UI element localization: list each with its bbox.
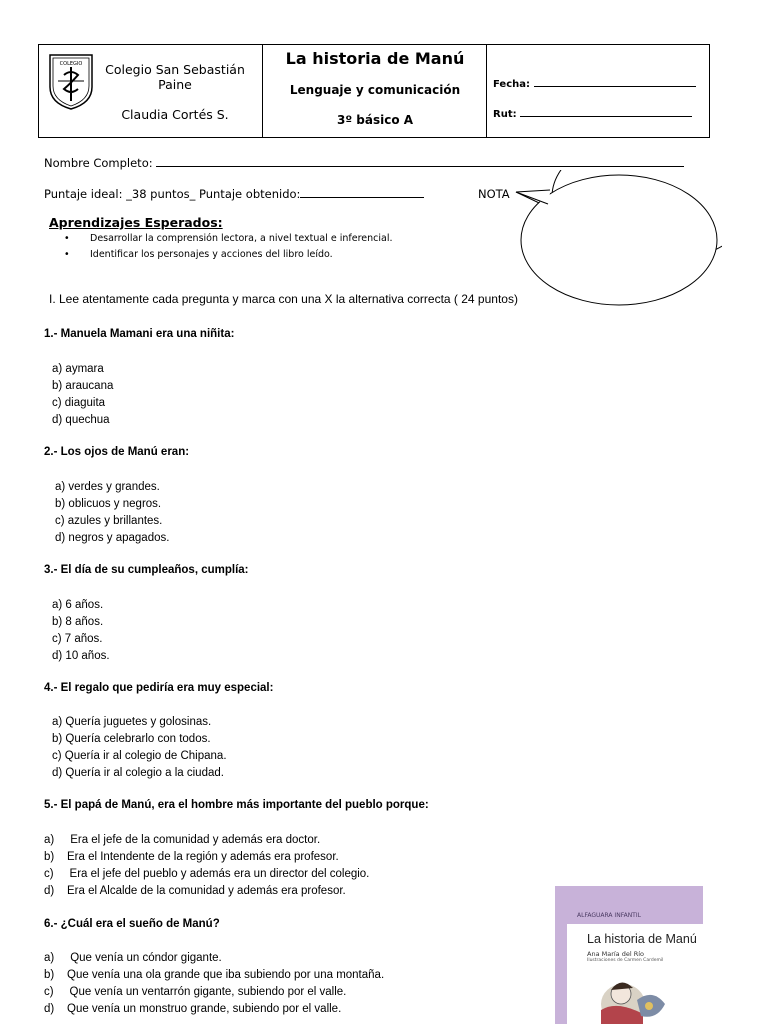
ideal-label: Puntaje ideal:	[44, 187, 123, 201]
objective-item: • Identificar los personajes y acciones del libro leído.	[90, 249, 333, 260]
option[interactable]: b) Que venía una ola grande que iba subiendo por una montaña.	[44, 969, 385, 981]
school-cell	[39, 45, 263, 137]
option[interactable]: d) quechua	[52, 414, 110, 426]
name-line[interactable]	[156, 166, 684, 167]
score-line	[44, 187, 424, 201]
option[interactable]: b) Era el Intendente de la región y además era profesor.	[44, 851, 339, 863]
obtained-label: Puntaje obtenido:	[199, 187, 301, 201]
book-author: Ana María del Río	[587, 950, 645, 958]
objectives-title: Aprendizajes Esperados:	[49, 215, 223, 230]
option[interactable]: b) Quería celebrarlo con todos.	[52, 733, 211, 745]
book-cover-panel	[567, 924, 703, 1024]
book-title: La historia de Manú	[587, 932, 697, 946]
book-illustrator: Ilustraciones de Carmen Cardemil	[587, 958, 664, 963]
name-label: Nombre Completo:	[44, 156, 153, 170]
option[interactable]: d) negros y apagados.	[55, 532, 170, 544]
rut-field[interactable]: Rut:	[493, 109, 692, 120]
option[interactable]: a) Que venía un cóndor gigante.	[44, 952, 222, 964]
objective-item: • Desarrollar la comprensión lectora, a nivel textual e inferencial.	[90, 233, 393, 244]
question-6-options	[44, 950, 384, 1018]
question-3: 3.- El día de su cumpleaños, cumplía:	[44, 564, 249, 576]
question-1: 1.- Manuela Mamani era una niñita:	[44, 328, 235, 340]
question-2-options	[55, 479, 169, 547]
fecha-field[interactable]: Fecha:	[493, 79, 696, 90]
option[interactable]: a) verdes y grandes.	[55, 481, 160, 493]
question-5: 5.- El papá de Manú, era el hombre más importante del pueblo porque:	[44, 799, 429, 811]
option[interactable]: d) Que venía un monstruo grande, subiendo por el valle.	[44, 1003, 342, 1015]
option[interactable]: a) Quería juguetes y golosinas.	[52, 716, 212, 728]
rut-line[interactable]	[520, 116, 692, 117]
question-4: 4.- El regalo que pediría era muy especial:	[44, 682, 274, 694]
svg-text:COLEGIO: COLEGIO	[59, 61, 83, 67]
obtained-line[interactable]	[300, 197, 424, 198]
option[interactable]: c) 7 años.	[52, 633, 103, 645]
option[interactable]: c) diaguita	[52, 397, 106, 409]
option[interactable]: c) Quería ir al colegio de Chipana.	[52, 750, 227, 762]
option[interactable]: d) Quería ir al colegio a la ciudad.	[52, 767, 224, 779]
ideal-value: _38 puntos_	[126, 187, 196, 201]
teacher-name: Claudia Cortés S.	[121, 107, 229, 122]
question-2: 2.- Los ojos de Manú eran:	[44, 446, 190, 458]
book-publisher: ALFAGUARA INFANTIL	[577, 912, 641, 919]
header-table	[38, 44, 710, 138]
worksheet-title: La historia de Manú	[285, 49, 465, 68]
option[interactable]: a) 6 años.	[52, 599, 104, 611]
option[interactable]: b) araucana	[52, 380, 114, 392]
nota-label: NOTA	[478, 187, 510, 201]
question-5-options	[44, 832, 369, 900]
question-3-options	[52, 597, 110, 665]
option[interactable]: b) oblicuos y negros.	[55, 498, 162, 510]
option[interactable]: c) Era el jefe del pueblo y además era un director del colegio.	[44, 868, 370, 880]
grade-label: 3º básico A	[336, 113, 414, 127]
option[interactable]: a) Era el jefe de la comunidad y además era doctor.	[44, 834, 321, 846]
school-crest-icon	[48, 53, 94, 111]
option[interactable]: d) Era el Alcalde de la comunidad y además era profesor.	[44, 885, 346, 897]
option[interactable]: b) 8 años.	[52, 616, 104, 628]
title-cell	[263, 45, 487, 137]
question-4-options	[52, 714, 227, 782]
instructions: I. Lee atentamente cada pregunta y marca con una X la alternativa correcta ( 24 puntos)	[49, 292, 518, 306]
option[interactable]: a) aymara	[52, 363, 104, 375]
question-6: 6.- ¿Cuál era el sueño de Manú?	[44, 918, 220, 930]
fecha-line[interactable]	[534, 86, 696, 87]
name-field[interactable]	[44, 156, 684, 170]
book-illustration-icon	[587, 970, 687, 1024]
subject-label: Lenguaje y comunicación	[289, 83, 461, 97]
date-rut-cell	[487, 45, 709, 137]
option[interactable]: d) 10 años.	[52, 650, 110, 662]
school-name: Colegio San Sebastián Paine	[105, 62, 245, 92]
option[interactable]: c) Que venía un ventarrón gigante, subiendo por el valle.	[44, 986, 347, 998]
option[interactable]: c) azules y brillantes.	[55, 515, 163, 527]
nota-bubble[interactable]	[510, 170, 722, 310]
book-cover-image	[555, 886, 703, 1024]
question-1-options	[52, 361, 113, 429]
